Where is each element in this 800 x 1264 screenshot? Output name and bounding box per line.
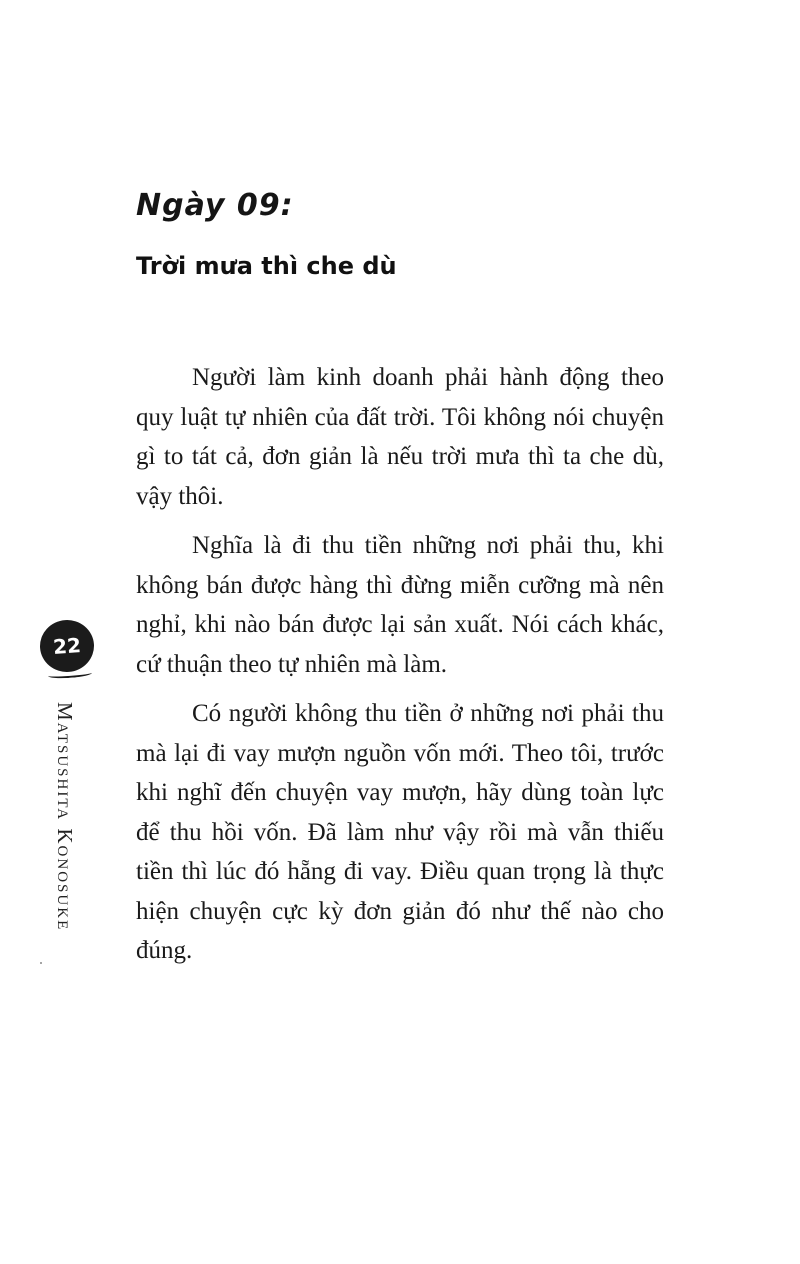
decorative-dot (40, 962, 42, 964)
paragraph-2: Nghĩa là đi thu tiền những nơi phải thu, khi không bán được hàng thì đừng miễn cưỡng mà nên nghỉ, khi nào bán được lại sản xuất. Nói cách khác, cứ thuận theo tự nhiên mà làm. (136, 532, 664, 678)
page-number-badge: 22 (38, 618, 95, 674)
body-text (136, 358, 664, 981)
author-name: Matsushita Konosuke (53, 702, 77, 932)
paragraph-3: Có người không thu tiền ở những nơi phải thu mà lại đi vay mượn nguồn vốn mới. Theo tôi, trước khi nghĩ đến chuyện vay mượn, hãy dùng toàn lực để thu hồi vốn. Đã làm như vậy rồi mà vẫn thiếu tiền thì lúc đó hẵng đi vay. Điều quan trọng là thực hiện chuyện cực kỳ đơn giản đó như thế nào cho đúng. (136, 700, 664, 964)
day-label: Ngày 09: (136, 188, 294, 223)
paragraph-1: Người làm kinh doanh phải hành động theo quy luật tự nhiên của đất trời. Tôi không nói chuyện gì to tát cả, đơn giản là nếu trời mưa thì ta che dù, vậy thôi. (136, 364, 664, 510)
chapter-title: Trời mưa thì che dù (136, 252, 397, 280)
